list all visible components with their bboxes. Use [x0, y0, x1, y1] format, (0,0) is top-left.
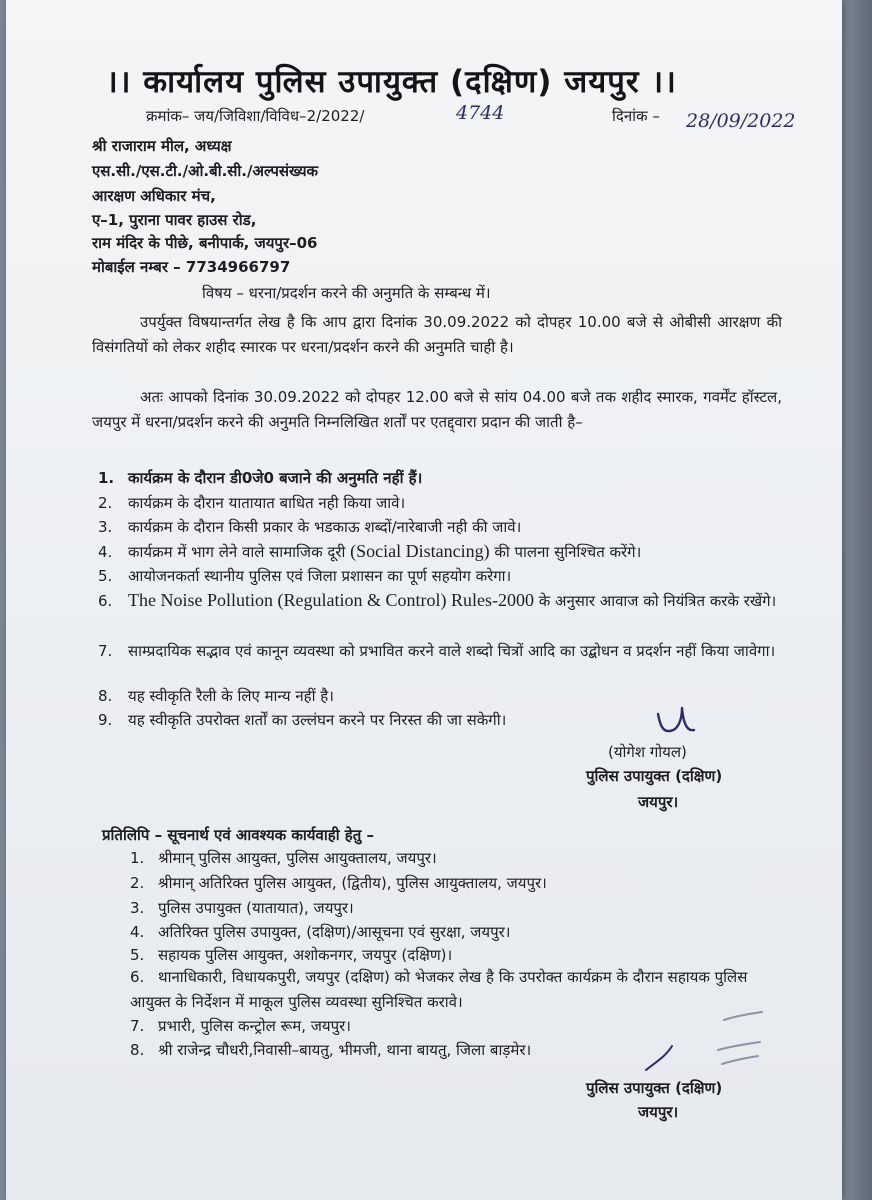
copy-item	[130, 873, 547, 893]
body-paragraph-1: उपर्युक्त विषयान्तर्गत लेख है कि आप द्वारा दिनांक 30.09.2022 को दोपहर 10.00 बजे से ओबीसी आरक्षण की विसंगतियों को लेकर शहीद स्मारक पर धरना/प्रदर्शन करने की अनुमति चाही है।	[92, 313, 782, 356]
condition-number: 4.	[98, 543, 113, 561]
addressee-line: एस.सी./एस.टी./ओ.बी.सी./अल्पसंख्यक	[92, 162, 319, 180]
copy-number: 3.	[130, 899, 145, 917]
copy-text: अतिरिक्त पुलिस उपायुक्त, (दक्षिण)/आसूचना एवं सुरक्षा, जयपुर।	[158, 923, 511, 941]
letter-sheet	[6, 0, 842, 1200]
reference-number-handwritten: 4744	[456, 102, 505, 124]
condition-number: 2.	[98, 494, 113, 512]
copy-text: सहायक पुलिस आयुक्त, अशोकनगर, जयपुर (दक्षिण)।	[158, 946, 453, 964]
copy-number: 4.	[130, 923, 145, 941]
footer-signature-stroke	[646, 1046, 672, 1070]
condition-item	[98, 639, 788, 664]
copy-item	[130, 1016, 351, 1036]
margin-pen-marks	[718, 1012, 762, 1064]
condition-item	[98, 686, 334, 706]
condition-text: साम्प्रदायिक सद्भाव एवं कानून व्यवस्था को प्रभावित करने वाले शब्दो चित्रों आदि का उद्बोधन व प्रदर्शन नहीं किया जावेगा।	[128, 642, 776, 660]
copy-item	[130, 898, 354, 918]
condition-text: की पालना सुनिश्चित करेंगे।	[489, 543, 642, 561]
copy-text: श्री राजेन्द्र चौधरी,निवासी–बायतु, भीमजी, थाना बायतु, जिला बाड़मेर।	[158, 1041, 532, 1059]
copy-to-heading: प्रतिलिपि – सूचनार्थ एवं आवश्यक कार्यवाही हेतु –	[102, 826, 375, 844]
condition-item	[98, 493, 405, 513]
copy-text: श्रीमान् अतिरिक्त पुलिस आयुक्त, (द्वितीय), पुलिस आयुक्तालय, जयपुर।	[158, 874, 547, 892]
condition-item	[98, 517, 521, 537]
copy-item	[130, 1040, 531, 1060]
footer-designation: पुलिस उपायुक्त (दक्षिण)	[586, 1079, 723, 1097]
body-paragraph-2: अतः आपको दिनांक 30.09.2022 को दोपहर 12.00 बजे से सांय 04.00 बजे तक शहीद स्मारक, गवर्मेंट हॉस्टल, जयपुर में धरना/प्रदर्शन करने की अनुमति निम्नलिखित शर्तों पर एतद्द्वारा प्रदान की जाती है–	[92, 388, 782, 431]
condition-number: 3.	[98, 518, 113, 536]
condition-text: कार्यक्रम में भाग लेने वाले सामाजिक दूरी	[128, 543, 351, 561]
addressee-line: राम मंदिर के पीछे, बनीपार्क, जयपुर–06	[92, 234, 318, 252]
addressee-mobile: मोबाईल नम्बर – 7734966797	[92, 258, 291, 276]
copy-item	[130, 922, 510, 942]
condition-text: कार्यक्रम के दौरान यातायात बाधित नही किया जावे।	[128, 494, 406, 512]
copy-item	[130, 945, 452, 965]
copy-number: 2.	[130, 874, 145, 892]
copy-text: पुलिस उपायुक्त (यातायात), जयपुर।	[158, 899, 354, 917]
copy-item	[130, 965, 780, 1015]
condition-number: 7.	[98, 642, 113, 660]
office-title: ।। कार्यालय पुलिस उपायुक्त (दक्षिण) जयपुर ।।	[106, 64, 677, 100]
condition-number: 8.	[98, 687, 113, 705]
letter-content	[6, 0, 842, 1200]
date-label: दिनांक –	[612, 107, 660, 125]
copy-number: 6.	[130, 968, 145, 986]
addressee-line: श्री राजाराम मील, अध्यक्ष	[92, 137, 232, 155]
signature-scribble	[658, 708, 694, 731]
condition-number: 6.	[98, 592, 113, 610]
condition-text: कार्यक्रम के दौरान डी0जे0 बजाने की अनुमति नहीं हैं।	[128, 469, 423, 487]
condition-text: आयोजनकर्ता स्थानीय पुलिस एवं जिला प्रशासन का पूर्ण सहयोग करेगा।	[128, 567, 512, 585]
condition-text: यह स्वीकृति उपरोक्त शर्तों का उल्लंघन करने पर निरस्त की जा सकेगी।	[128, 711, 507, 729]
copy-number: 1.	[130, 849, 145, 867]
addressee-line: ए–1, पुराना पावर हाउस रोड,	[92, 211, 257, 229]
condition-text-latin: (Social Distancing)	[350, 541, 490, 561]
signatory-name: (योगेश गोयल)	[608, 743, 687, 761]
copy-number: 8.	[130, 1041, 145, 1059]
copy-text: श्रीमान् पुलिस आयुक्त, पुलिस आयुक्तालय, जयपुर।	[158, 849, 437, 867]
condition-text: कार्यक्रम के दौरान किसी प्रकार के भडकाऊ शब्दों/नारेबाजी नही की जावे।	[128, 518, 522, 536]
copy-number: 7.	[130, 1017, 145, 1035]
subject-line: विषय – धरना/प्रदर्शन करने की अनुमति के सम्बन्ध में।	[202, 284, 491, 302]
condition-text: यह स्वीकृति रैली के लिए मान्य नहीं है।	[128, 687, 334, 705]
copy-text: प्रभारी, पुलिस कन्ट्रोल रूम, जयपुर।	[158, 1017, 351, 1035]
date-value-handwritten: 28/09/2022	[686, 110, 796, 132]
copy-text: थानाधिकारी, विधायकपुरी, जयपुर (दक्षिण) को भेजकर लेख है कि उपरोक्त कार्यक्रम के दौरान सहायक पुलिस आयुक्त के निर्देशन में माकूल पुलिस व्यवस्था सुनिश्चित करावे।	[130, 968, 748, 1011]
condition-number: 9.	[98, 711, 113, 729]
condition-number: 5.	[98, 567, 113, 585]
condition-number: 1.	[98, 469, 115, 487]
addressee-line: आरक्षण अधिकार मंच,	[92, 187, 216, 205]
condition-item	[98, 541, 641, 562]
signatory-city: जयपुर।	[638, 793, 679, 811]
condition-item	[98, 710, 506, 730]
reference-prefix: क्रमांक– जय/जिविशा/विविध–2/2022/	[146, 107, 365, 125]
footer-city: जयपुर।	[638, 1103, 679, 1121]
copy-item	[130, 848, 437, 868]
condition-item	[98, 468, 422, 488]
condition-text-latin: The Noise Pollution (Regulation & Control) Rules-2000	[128, 590, 534, 610]
condition-text: के अनुसार आवाज को नियंत्रित करके रखेंगे।	[533, 592, 777, 610]
signatory-designation: पुलिस उपायुक्त (दक्षिण)	[586, 767, 723, 785]
condition-item	[98, 566, 511, 586]
copy-number: 5.	[130, 946, 145, 964]
condition-item	[98, 588, 788, 614]
